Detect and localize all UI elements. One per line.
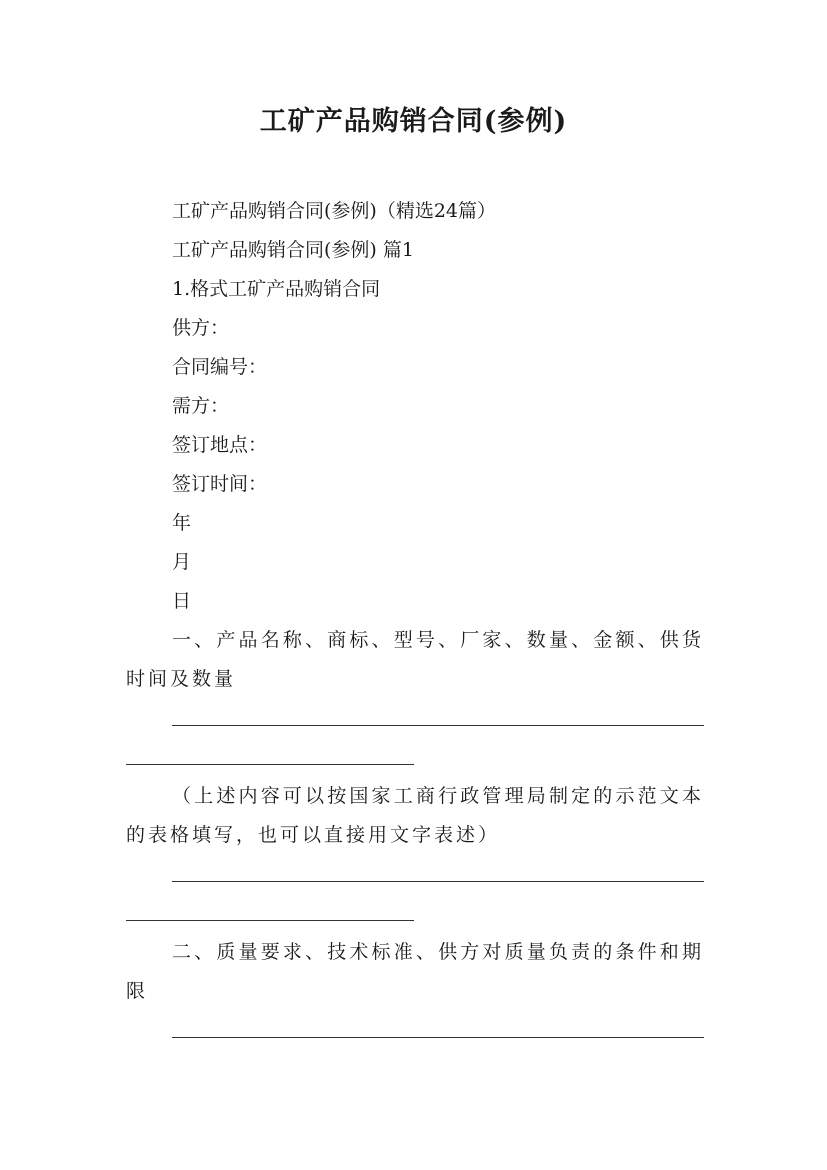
paragraph-heading-article-1: 工矿产品购销合同(参例) 篇1: [172, 239, 414, 261]
fill-in-line-2: [126, 855, 704, 933]
field-signing-time: 签订时间：: [172, 473, 268, 495]
underline: [126, 764, 414, 765]
underline: [126, 920, 414, 921]
paragraph-format-title: 1.格式工矿产品购销合同: [172, 278, 381, 300]
underline: [172, 1037, 704, 1038]
field-contract-number: 合同编号：: [172, 356, 268, 378]
underline: [172, 881, 704, 882]
underline: [172, 725, 704, 726]
section-1-heading: 一、产品名称、商标、型号、厂家、数量、金额、供货时间及数量: [126, 629, 704, 690]
fill-in-line-1: [126, 699, 704, 777]
field-month: 月: [172, 551, 192, 573]
paragraph-heading-collection: 工矿产品购销合同(参例)（精选24篇）: [172, 200, 497, 222]
field-supplier: 供方：: [172, 317, 230, 339]
section-2-heading: 二、质量要求、技术标准、供方对质量负责的条件和期限: [126, 941, 704, 1002]
document-title: 工矿产品购销合同(参例): [259, 106, 568, 137]
document-body: [126, 192, 704, 1050]
field-buyer: 需方：: [172, 395, 230, 417]
field-day: 日: [172, 590, 192, 612]
section-1-note: （上述内容可以按国家工商行政管理局制定的示范文本的表格填写，也可以直接用文字表述）: [126, 785, 704, 846]
field-year: 年: [172, 512, 192, 534]
field-signing-place: 签订地点：: [172, 434, 268, 456]
fill-in-line-3: [126, 1011, 704, 1050]
